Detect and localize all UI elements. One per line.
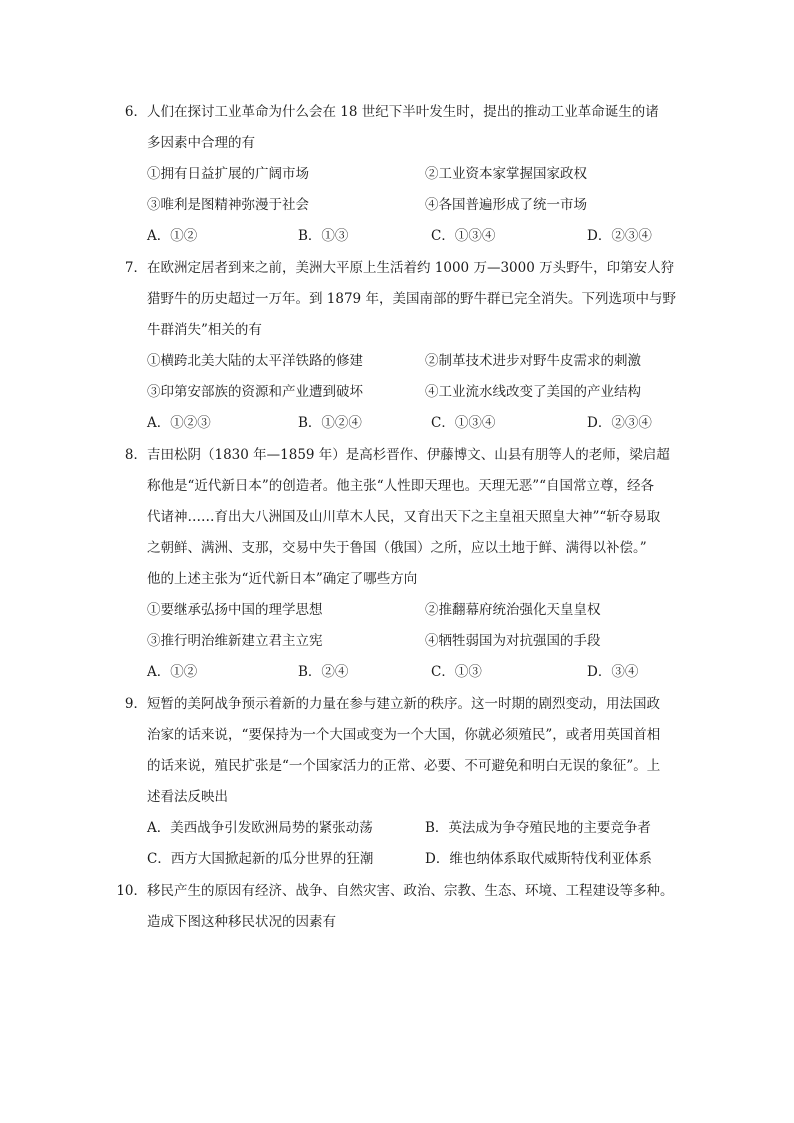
answer-row xyxy=(120,221,680,252)
answer-b: B．①③ xyxy=(298,228,349,244)
question-7 xyxy=(120,253,680,439)
option-3: ③印第安部族的资源和产业遭到破坏 xyxy=(147,384,363,400)
option-1: ①拥有日益扩展的广阔市场 xyxy=(147,166,309,182)
answer-d: D．②③④ xyxy=(587,415,652,431)
answer-c: C．①③④ xyxy=(431,415,496,431)
question-stem-line: 短暂的美阿战争预示着新的力量在参与建立新的秩序。这一时期的剧烈变动，用法国政 xyxy=(147,696,660,712)
answer-d: D．②③④ xyxy=(587,228,652,244)
question-stem-line: 治家的话来说，“要保持为一个大国或变为一个大国，你就必须殖民”，或者用英国首相 xyxy=(147,727,661,743)
question-stem-line: 吉田松阴（1830 年—1859 年）是高杉晋作、伊藤博文、山县有朋等人的老师，梁启超 xyxy=(147,447,670,463)
answer-row xyxy=(120,657,680,688)
option-row xyxy=(120,595,680,626)
answer-b: B．②④ xyxy=(298,664,349,680)
option-2: ②工业资本家掌握国家政权 xyxy=(425,166,587,182)
question-number: 9． xyxy=(124,696,147,712)
option-4: ④各国普遍形成了统一市场 xyxy=(425,197,587,213)
question-stem-line: 在欧洲定居者到来之前，美洲大平原上生活着约 1000 万—3000 万头野牛，印第安人狩 xyxy=(147,260,675,276)
question-stem-line: 称他是“近代新日本”的创造者。他主张“人性即天理也。天理无恶”“自国常立尊，经各 xyxy=(147,478,655,494)
answer-c: C．①③ xyxy=(431,664,482,680)
question-number: 7． xyxy=(124,260,147,276)
question-stem-line: 他的上述主张为“近代新日本”确定了哪些方向 xyxy=(147,571,418,587)
option-1: ①要继承弘扬中国的理学思想 xyxy=(147,602,323,618)
answer-c: C．西方大国掀起新的瓜分世界的狂潮 xyxy=(147,851,374,867)
option-row xyxy=(120,813,680,844)
answer-a: A．①② xyxy=(147,664,198,680)
question-stem-line: 之朝鲜、满洲、支那，交易中失于鲁国（俄国）之所，应以土地于鲜、满得以补偿。” xyxy=(147,540,647,556)
question-stem-line: 猎野牛的历史超过一万年。到 1879 年，美国南部的野牛群已完全消失。下列选项中与野 xyxy=(147,291,676,307)
answer-c: C．①③④ xyxy=(431,228,496,244)
question-stem-line: 移民产生的原因有经济、战争、自然灾害、政治、宗教、生态、环境、工程建设等多种。 xyxy=(147,883,674,899)
option-4: ④牺牲弱国为对抗强国的手段 xyxy=(425,633,601,649)
question-stem-line: 多因素中合理的有 xyxy=(147,135,255,151)
answer-d: D．维也纳体系取代威斯特伐利亚体系 xyxy=(425,851,652,867)
answer-a: A．美西战争引发欧洲局势的紧张动荡 xyxy=(147,820,373,836)
question-stem-line: 牛群消失”相关的有 xyxy=(147,322,262,338)
option-1: ①横跨北美大陆的太平洋铁路的修建 xyxy=(147,353,363,369)
question-number: 10． xyxy=(116,883,147,899)
answer-b: B．英法成为争夺殖民地的主要竞争者 xyxy=(425,820,651,836)
answer-d: D．③④ xyxy=(587,664,639,680)
option-2: ②制革技术进步对野牛皮需求的刺激 xyxy=(425,353,641,369)
answer-b: B．①②④ xyxy=(298,415,362,431)
question-stem-line: 述看法反映出 xyxy=(147,789,228,805)
option-row xyxy=(120,159,680,190)
answer-a: A．①②③ xyxy=(147,415,211,431)
question-9 xyxy=(120,689,680,875)
answer-row xyxy=(120,408,680,439)
option-3: ③推行明治维新建立君主立宪 xyxy=(147,633,323,649)
option-row xyxy=(120,346,680,377)
question-number: 8． xyxy=(124,447,147,463)
question-stem-line: 的话来说，殖民扩张是“一个国家活力的正常、必要、不可避免和明白无误的象征”。上 xyxy=(147,758,661,774)
option-row xyxy=(120,377,680,408)
option-2: ②推翻幕府统治强化天皇皇权 xyxy=(425,602,601,618)
question-stem-line: 代诸神……育出大八洲国及山川草木人民，又育出天下之主皇祖天照皇大神”“斩夺易取 xyxy=(147,509,661,525)
option-row xyxy=(120,626,680,657)
option-3: ③唯利是图精神弥漫于社会 xyxy=(147,197,309,213)
question-stem-line: 造成下图这种移民状况的因素有 xyxy=(147,914,336,930)
question-10 xyxy=(116,876,680,938)
question-number: 6． xyxy=(124,104,147,120)
question-6 xyxy=(120,97,680,252)
option-4: ④工业流水线改变了美国的产业结构 xyxy=(425,384,641,400)
question-8 xyxy=(120,440,680,688)
option-row xyxy=(120,190,680,221)
option-row xyxy=(120,844,680,875)
question-stem-line: 人们在探讨工业革命为什么会在 18 世纪下半叶发生时，提出的推动工业革命诞生的诸 xyxy=(147,104,659,120)
answer-a: A．①② xyxy=(147,228,198,244)
